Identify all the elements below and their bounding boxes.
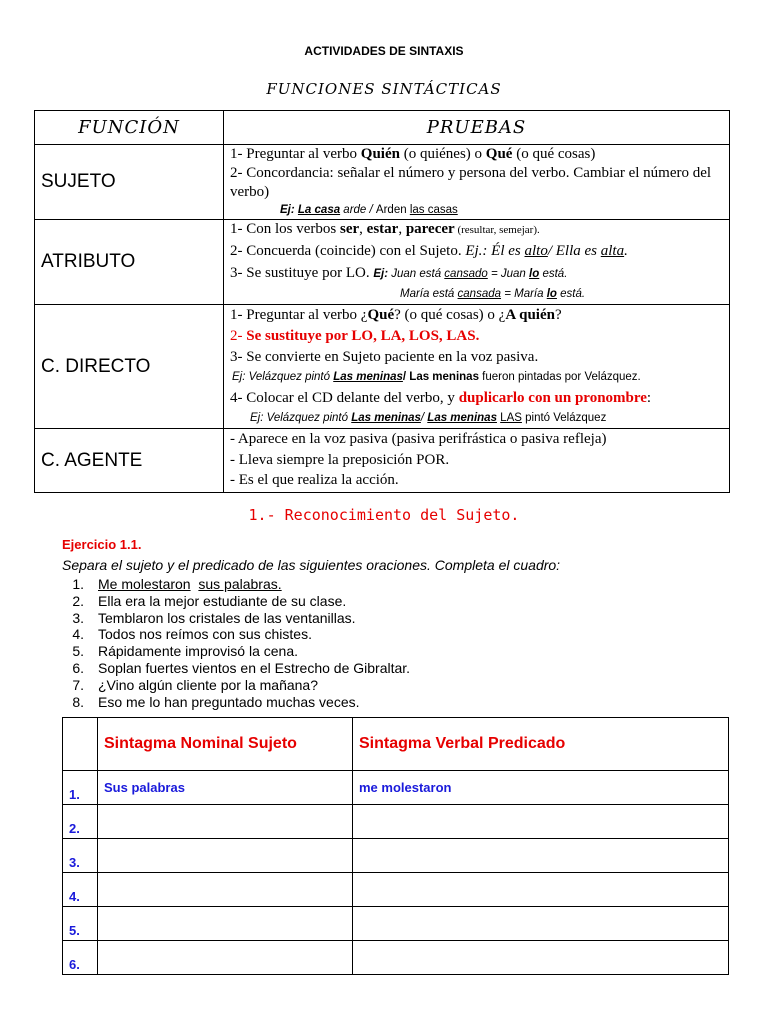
sv-cell[interactable] bbox=[353, 907, 729, 941]
section-heading: 1.- Reconocimiento del Sujeto. bbox=[248, 506, 520, 524]
label-directo: C. DIRECTO bbox=[35, 305, 224, 429]
list-item: 3. Temblaron los cristales de las ventanillas. bbox=[72, 609, 356, 626]
atributo-example-2: María está cansada = María lo está. bbox=[400, 288, 586, 300]
row-atributo bbox=[35, 220, 730, 305]
pruebas-sujeto bbox=[224, 145, 730, 220]
directo-prueba-2: 2- Se sustituye por LO, LA, LOS, LAS. bbox=[230, 328, 480, 344]
header-pruebas: PRUEBAS bbox=[224, 111, 730, 145]
sujeto-prueba-2: 2- Concordancia: señalar el número y persona del verbo. Cambiar el número del verbo) bbox=[230, 165, 712, 200]
functions-table-header bbox=[35, 111, 730, 145]
list-item: 2. Ella era la mejor estudiante de su clase. bbox=[72, 592, 347, 609]
functions-table bbox=[34, 110, 730, 493]
pruebas-atributo bbox=[224, 220, 730, 305]
sn-cell[interactable] bbox=[98, 907, 353, 941]
list-item: 5. Rápidamente improvisó la cena. bbox=[72, 643, 298, 660]
sn-cell[interactable] bbox=[98, 873, 353, 907]
sv-cell[interactable] bbox=[353, 873, 729, 907]
sn-cell[interactable]: Sus palabras bbox=[98, 771, 353, 805]
sv-cell[interactable]: me molestaron bbox=[353, 771, 729, 805]
pruebas-agente bbox=[224, 429, 730, 493]
row-sujeto bbox=[35, 145, 730, 220]
header-sintagma-nominal: Sintagma Nominal Sujeto bbox=[98, 718, 353, 771]
list-item: 1. Me molestaron sus palabras. bbox=[72, 576, 282, 592]
sv-cell[interactable] bbox=[353, 805, 729, 839]
label-sujeto: SUJETO bbox=[35, 145, 224, 220]
header-sintagma-verbal: Sintagma Verbal Predicado bbox=[353, 718, 729, 771]
row-directo bbox=[35, 305, 730, 429]
list-item: 8. Eso me lo han preguntado muchas veces. bbox=[72, 693, 360, 710]
agente-prueba-1: - Aparece en la voz pasiva (pasiva perifrástica o pasiva refleja) bbox=[230, 431, 607, 447]
answer-table-header bbox=[63, 718, 729, 771]
exercise-instructions: Separa el sujeto y el predicado de las siguientes oraciones. Completa el cuadro: bbox=[62, 557, 561, 573]
table-row bbox=[63, 907, 729, 941]
row-agente bbox=[35, 429, 730, 493]
table-row bbox=[63, 839, 729, 873]
sn-cell[interactable] bbox=[98, 839, 353, 873]
directo-prueba-4: 4- Colocar el CD delante del verbo, y duplicarlo con un pronombre: bbox=[230, 390, 652, 406]
list-item: 4. Todos nos reímos con sus chistes. bbox=[72, 626, 312, 643]
table-row bbox=[63, 941, 729, 975]
atributo-prueba-1: 1- Con los verbos ser, estar, parecer (resultar, semejar). bbox=[230, 221, 540, 237]
agente-prueba-2: - Lleva siempre la preposición POR. bbox=[230, 451, 450, 468]
row-number: 3. bbox=[63, 839, 98, 873]
sn-cell[interactable] bbox=[98, 941, 353, 975]
sn-cell[interactable] bbox=[98, 805, 353, 839]
agente-prueba-3: - Es el que realiza la acción. bbox=[230, 472, 399, 488]
pruebas-directo bbox=[224, 305, 730, 429]
document-subtitle: FUNCIONES SINTÁCTICAS bbox=[266, 80, 502, 98]
atributo-prueba-3: 3- Se sustituye por LO. Ej: Juan está cansado = Juan lo está. bbox=[230, 265, 568, 281]
atributo-prueba-2: 2- Concuerda (coincide) con el Sujeto. Ej.: Él es alto/ Ella es alta. bbox=[230, 243, 628, 259]
answer-table bbox=[62, 717, 729, 975]
row-number: 5. bbox=[63, 907, 98, 941]
header-funcion: FUNCIÓN bbox=[35, 111, 224, 145]
row-number: 6. bbox=[63, 941, 98, 975]
exercise-label: Ejercicio 1.1. bbox=[62, 537, 142, 552]
directo-prueba-3: 3- Se convierte en Sujeto paciente en la voz pasiva. bbox=[230, 349, 539, 365]
sujeto-example: Ej: La casa arde / Arden las casas bbox=[280, 204, 458, 216]
directo-example-2: Ej: Velázquez pintó Las meninas/ Las meninas LAS pintó Velázquez bbox=[250, 412, 607, 424]
row-number: 4. bbox=[63, 873, 98, 907]
table-row bbox=[63, 771, 729, 805]
row-number: 1. bbox=[63, 771, 98, 805]
label-agente: C. AGENTE bbox=[35, 429, 224, 493]
table-row bbox=[63, 805, 729, 839]
list-item: 6. Soplan fuertes vientos en el Estrecho de Gibraltar. bbox=[72, 659, 411, 676]
list-item: 7. ¿Vino algún cliente por la mañana? bbox=[72, 676, 319, 693]
directo-example-1: Ej: Velázquez pintó Las meninas/ Las meninas fueron pintadas por Velázquez. bbox=[232, 371, 641, 383]
header-number-cell bbox=[63, 718, 98, 771]
sv-cell[interactable] bbox=[353, 839, 729, 873]
row-number: 2. bbox=[63, 805, 98, 839]
directo-prueba-1: 1- Preguntar al verbo ¿Qué? (o qué cosas) o ¿A quién? bbox=[230, 307, 562, 323]
sujeto-prueba-1: 1- Preguntar al verbo Quién (o quiénes) o Qué (o qué cosas) bbox=[230, 146, 596, 162]
document-title: ACTIVIDADES DE SINTAXIS bbox=[304, 44, 464, 58]
sv-cell[interactable] bbox=[353, 941, 729, 975]
sentence-list bbox=[62, 576, 410, 710]
label-atributo: ATRIBUTO bbox=[35, 220, 224, 305]
table-row bbox=[63, 873, 729, 907]
